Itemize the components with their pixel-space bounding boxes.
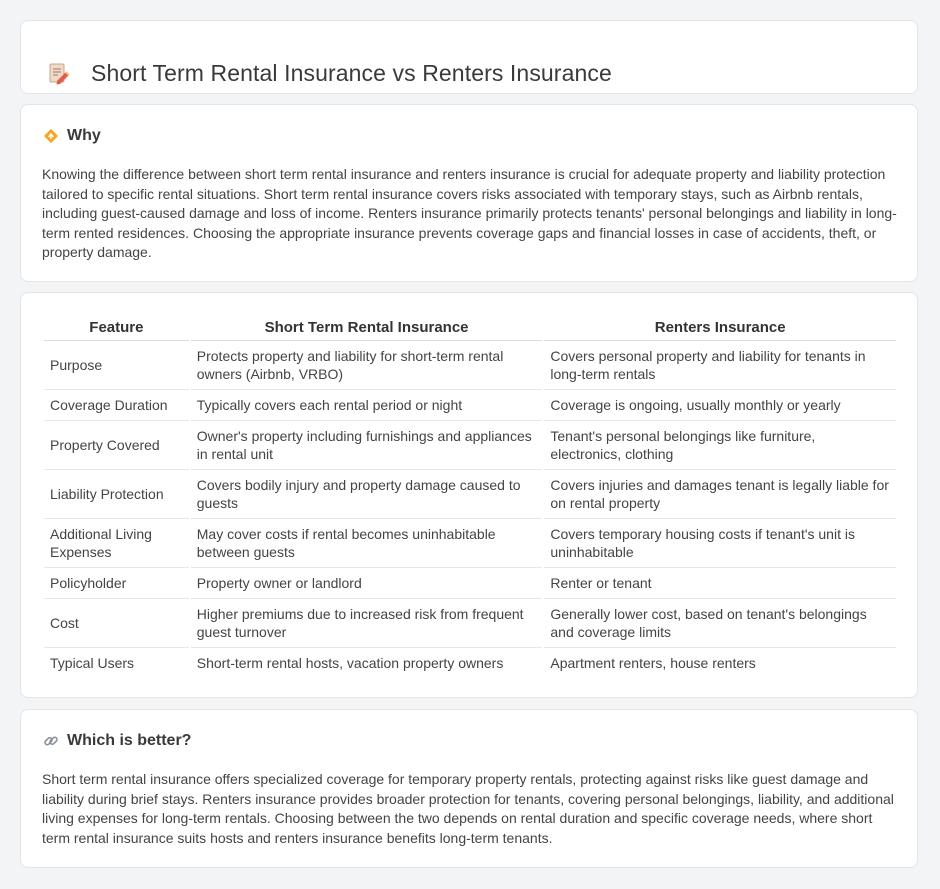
short-term-cell: Covers bodily injury and property damage caused to guests [191,470,543,519]
why-heading: Why [67,127,101,144]
short-term-cell: Protects property and liability for short-term rental owners (Airbnb, VRBO) [191,341,543,390]
page-title: Short Term Rental Insurance vs Renters Insurance [91,60,612,87]
table-row [44,519,896,568]
renters-cell: Generally lower cost, based on tenant's belongings and coverage limits [544,599,896,648]
feature-cell: Typical Users [50,655,135,671]
table-row [44,599,896,648]
table-row [44,648,896,678]
renters-cell: Covers injuries and damages tenant is legally liable for on rental property [544,470,896,519]
link-icon [43,733,67,749]
comparison-table [42,317,898,678]
short-term-cell: Short-term rental hosts, vacation property owners [196,655,504,671]
column-header-feature: Feature [44,317,189,341]
feature-cell: Property Covered [44,421,189,470]
feature-cell: Liability Protection [44,470,189,519]
diamond-arrow-icon [43,128,67,144]
which-is-better-text: Short term rental insurance offers specialized coverage for temporary property rentals, protecting against risks like guest damage and liability during brief stays. Renters insurance provides broader protection for tenants, covering personal belongings, liability, and additional living expenses for long-term rentals. Choosing between the two depends on rental duration and specific coverage needs, where short term rental insurance suits hosts and renters insurance benefits long-term tenants. [42,771,894,846]
why-text: Knowing the difference between short term rental insurance and renters insurance is crucial for adequate property and liability protection tailored to specific rental situations. Short term rental insurance covers risks associated with temporary stays, such as Airbnb rentals, including guest-caused damage and loss of income. Renters insurance primarily protects tenants' personal belongings and liability in long-term rented residences. Choosing the appropriate insurance prevents coverage gaps and financial losses in case of accidents, theft, or property damage. [42,166,897,261]
short-term-cell: Typically covers each rental period or night [191,390,543,421]
renters-cell: Renter or tenant [544,568,896,599]
feature-cell: Cost [44,599,189,648]
renters-cell: Covers personal property and liability for tenants in long-term rentals [544,341,896,390]
short-term-cell: May cover costs if rental becomes uninhabitable between guests [191,519,543,568]
table-row [44,470,896,519]
feature-cell: Additional Living Expenses [44,519,189,568]
column-header-renters: Renters Insurance [544,317,896,341]
document-pencil-icon [47,62,71,86]
short-term-cell: Owner's property including furnishings and appliances in rental unit [191,421,543,470]
feature-cell: Purpose [44,341,189,390]
table-header-row [44,317,896,341]
which-is-better-section [20,709,918,868]
comparison-card [20,292,918,698]
column-header-short-term: Short Term Rental Insurance [191,317,543,341]
renters-cell: Coverage is ongoing, usually monthly or yearly [544,390,896,421]
table-row [44,341,896,390]
renters-cell: Tenant's personal belongings like furniture, electronics, clothing [544,421,896,470]
which-is-better-heading: Which is better? [67,732,192,749]
table-row [44,390,896,421]
renters-cell: Apartment renters, house renters [550,655,756,671]
short-term-cell: Higher premiums due to increased risk from frequent guest turnover [191,599,543,648]
short-term-cell: Property owner or landlord [191,568,543,599]
feature-cell: Coverage Duration [44,390,189,421]
table-row [44,421,896,470]
title-card [20,20,918,94]
feature-cell: Policyholder [44,568,189,599]
why-section [20,104,918,282]
table-row [44,568,896,599]
renters-cell: Covers temporary housing costs if tenant's unit is uninhabitable [544,519,896,568]
